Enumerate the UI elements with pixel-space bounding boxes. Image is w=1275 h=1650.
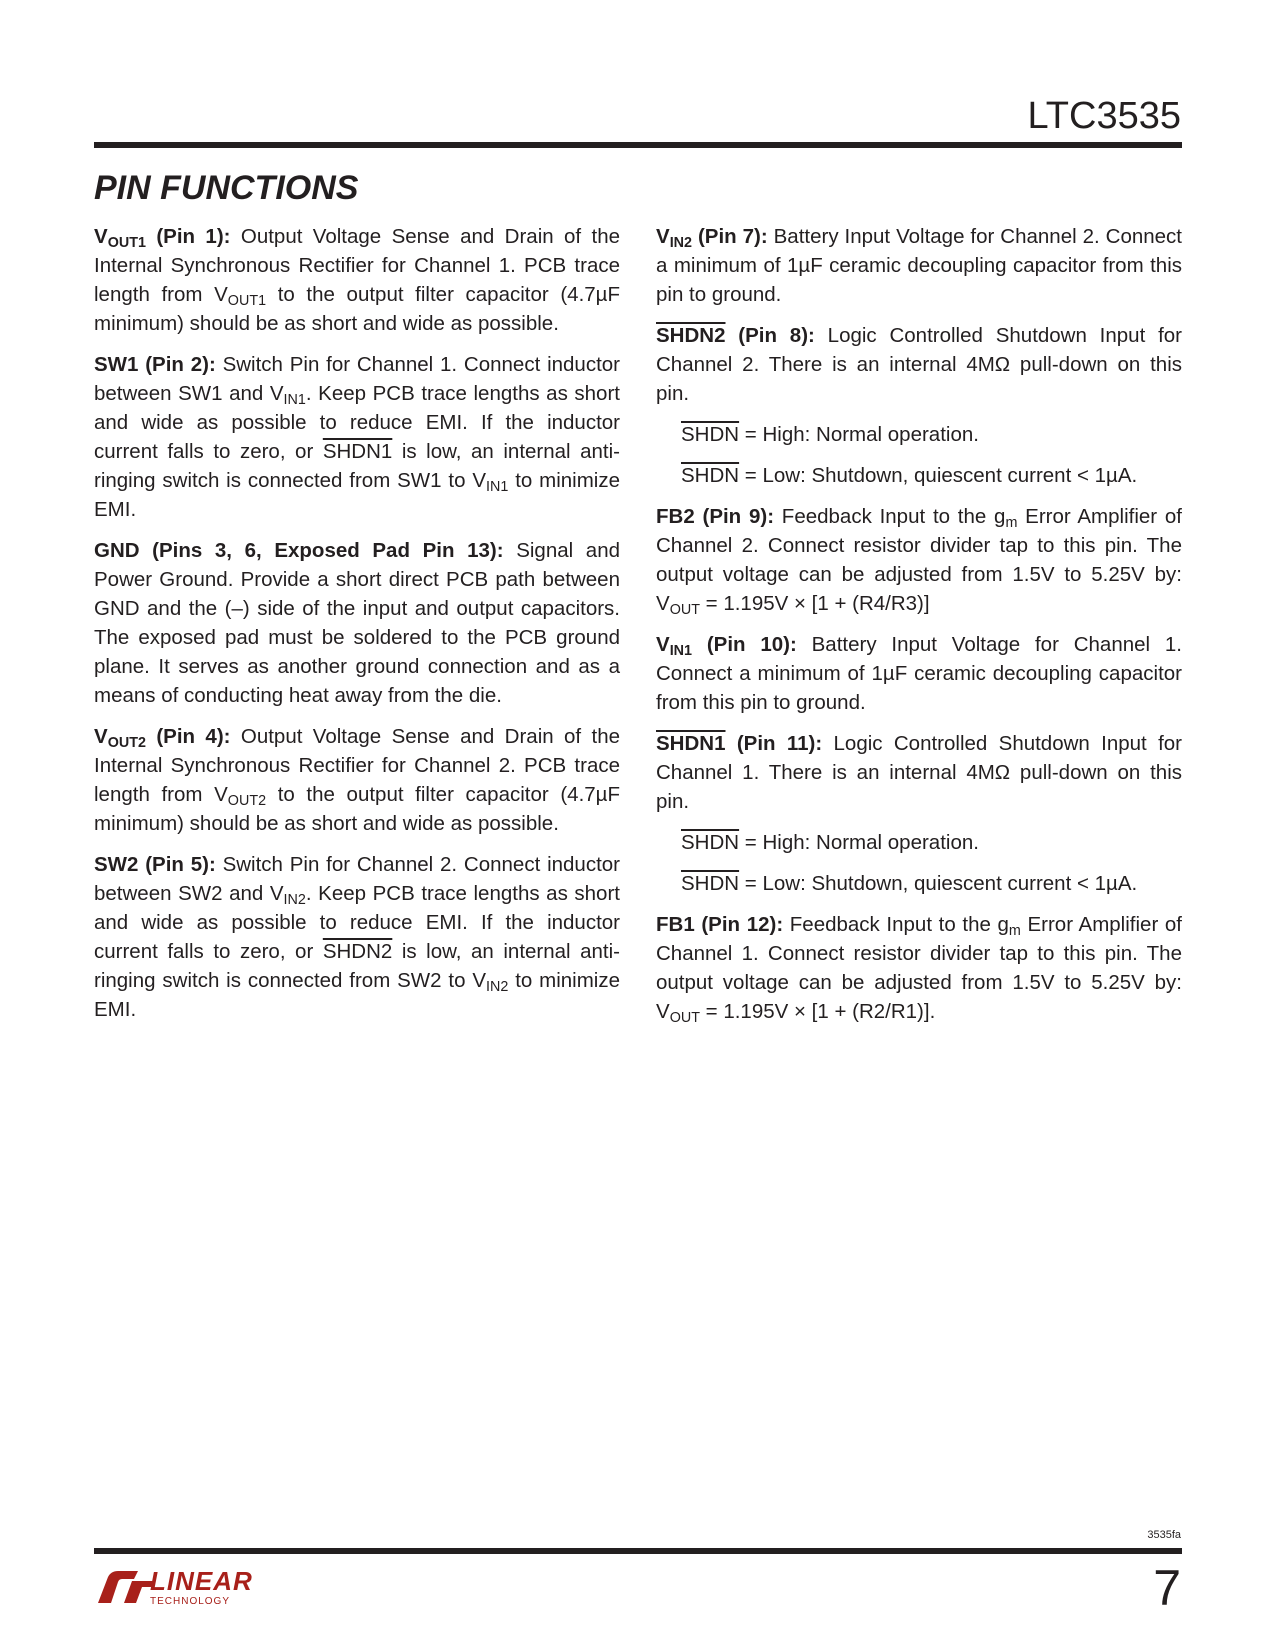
shdn1-high-state: SHDN = High: Normal operation. (681, 831, 979, 854)
pin-fb1: FB1 (Pin 12): Feedback Input to the $g_m$ Error Amplifier of Channel 1. Connect resistor divider tap to this pin. The output voltage can be adjusted from 1.5V to 5.25V by: $V_{OUT} = 1.195V \times [1 + (R2/R1)]$. (656, 913, 1182, 1026)
pin-fb2: FB2 (Pin 9): Feedback Input to the $g_m$ Error Amplifier of Channel 2. Connect resistor divider tap to this pin. The output voltage can be adjusted from 1.5V to 5.25V by: $V_{OUT} = 1.195V \times [1 + (R4/R3)]$ (656, 505, 1182, 618)
pin-shdn1: SHDN1 (Pin 11): Logic Controlled Shutdown Input for Channel 1. There is an internal 4MΩ pull-down on this pin. (656, 732, 1182, 813)
pin-vout2: $V_{OUT2}$ (Pin 4): Output Voltage Sense and Drain of the Internal Synchronous Rectifier for Channel 2. PCB trace length from $V_{OUT2}$ to the output filter capacitor (4.7µF minimum) should be as short and wide as possible. (94, 725, 621, 835)
header-rule (94, 142, 1182, 148)
right-column (656, 222, 1182, 1038)
pin-sw2: SW2 (Pin 5): Switch Pin for Channel 2. Connect inductor between SW2 and $V_{IN2}$. Keep PCB trace lengths as short and wide as possible to reduce EMI. If the inductor current falls to zero, or SHDN2 is low, an internal anti-ringing switch is connected from SW2 to $V_{IN2}$ to minimize EMI. (94, 853, 621, 1021)
pin-vin2: $V_{IN2}$ (Pin 7): Battery Input Voltage for Channel 2. Connect a minimum of 1µF ceramic decoupling capacitor from this pin to ground. (656, 225, 1182, 306)
pin-sw1: SW1 (Pin 2): Switch Pin for Channel 1. Connect inductor between SW1 and $V_{IN1}$. Keep PCB trace lengths as short and wide as possible to reduce EMI. If the inductor current falls to zero, or SHDN1 is low, an internal anti-ringing switch is connected from SW1 to $V_{IN1}$ to minimize EMI. (94, 353, 621, 521)
pin-vin1: $V_{IN1}$ (Pin 10): Battery Input Voltage for Channel 1. Connect a minimum of 1µF ceramic decoupling capacitor from this pin to ground. (656, 633, 1182, 714)
shdn2-low-state: SHDN = Low: Shutdown, quiescent current < 1µA. (681, 464, 1138, 487)
shdn1-low-state: SHDN = Low: Shutdown, quiescent current < 1µA. (681, 872, 1138, 895)
pin-vout1: $V_{OUT1}$ (Pin 1): Output Voltage Sense and Drain of the Internal Synchronous Rectifier for Channel 1. PCB trace length from $V_{OUT1}$ to the output filter capacitor (4.7µF minimum) should be as short and wide as possible. (94, 225, 621, 335)
footer-rule (94, 1548, 1182, 1554)
logo-subtitle: TECHNOLOGY (150, 1596, 231, 1607)
left-column (94, 222, 620, 1036)
document-code: 3535fa (1147, 1529, 1181, 1541)
page-number: 7 (1153, 1560, 1181, 1616)
shdn2-high-state: SHDN = High: Normal operation. (681, 423, 979, 446)
section-title: PIN FUNCTIONS (94, 169, 359, 207)
part-number: LTC3535 (1027, 95, 1181, 137)
pin-gnd: GND (Pins 3, 6, Exposed Pad Pin 13): Signal and Power Ground. Provide a short direct PCB path between GND and the (–) side of the input and output capacitors. The exposed pad must be soldered to the PCB ground plane. It serves as another ground connection and as a means of conducting heat away from the die. (94, 539, 620, 707)
logo-wordmark: LINEAR (150, 1566, 253, 1596)
pin-shdn2: SHDN2 (Pin 8): Logic Controlled Shutdown Input for Channel 2. There is an internal 4MΩ pull-down on this pin. (656, 324, 1183, 405)
